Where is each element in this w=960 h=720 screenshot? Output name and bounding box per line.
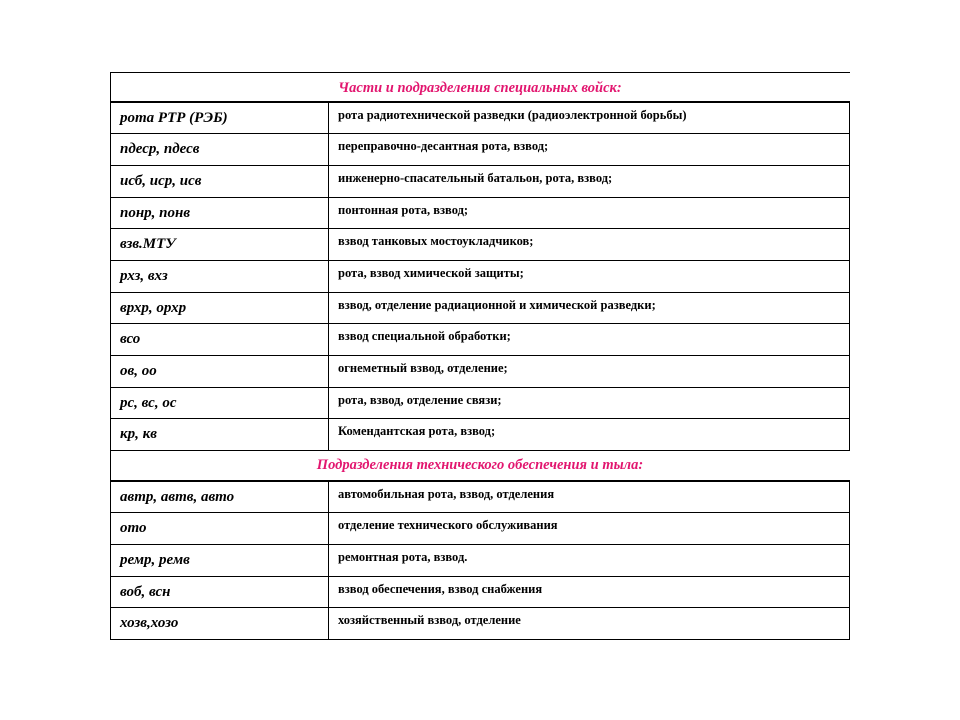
abbreviation-cell: рс, вс, ос bbox=[111, 387, 329, 419]
meaning-cell: рота, взвод, отделение связи; bbox=[329, 387, 850, 419]
table-row bbox=[111, 324, 850, 356]
meaning-cell: хозяйственный взвод, отделение bbox=[329, 608, 850, 640]
abbreviation-cell: ото bbox=[111, 513, 329, 545]
section-title-special-troops: Части и подразделения специальных войск: bbox=[338, 80, 622, 96]
abbreviation-cell: ремр, ремв bbox=[111, 544, 329, 576]
meaning-cell: отделение технического обслуживания bbox=[329, 513, 850, 545]
meaning-cell: взвод танковых мостоукладчиков; bbox=[329, 229, 850, 261]
table-row bbox=[111, 481, 850, 513]
table-row bbox=[111, 197, 850, 229]
table-row bbox=[111, 387, 850, 419]
table-row bbox=[111, 356, 850, 388]
abbreviation-cell: исб, иср, исв bbox=[111, 165, 329, 197]
meaning-cell: переправочно-десантная рота, взвод; bbox=[329, 134, 850, 166]
table-row bbox=[111, 608, 850, 640]
table-row bbox=[111, 292, 850, 324]
abbreviation-cell: автр, автв, авто bbox=[111, 481, 329, 513]
abbreviation-cell: рота РТР (РЭБ) bbox=[111, 102, 329, 134]
table-row bbox=[111, 544, 850, 576]
table-row bbox=[111, 102, 850, 134]
special-troops-table bbox=[110, 101, 850, 451]
abbreviation-cell: врхр, орхр bbox=[111, 292, 329, 324]
abbreviation-cell: ов, оо bbox=[111, 356, 329, 388]
table-row bbox=[111, 165, 850, 197]
meaning-cell: инженерно-спасательный батальон, рота, взвод; bbox=[329, 165, 850, 197]
meaning-cell: взвод специальной обработки; bbox=[329, 324, 850, 356]
abbreviation-cell: понр, понв bbox=[111, 197, 329, 229]
abbreviation-cell: пдеср, пдесв bbox=[111, 134, 329, 166]
abbreviation-cell: воб, всн bbox=[111, 576, 329, 608]
table-row bbox=[111, 229, 850, 261]
meaning-cell: огнеметный взвод, отделение; bbox=[329, 356, 850, 388]
table-row bbox=[111, 576, 850, 608]
table-row bbox=[111, 419, 850, 451]
table-row bbox=[111, 260, 850, 292]
abbreviation-cell: кр, кв bbox=[111, 419, 329, 451]
table-row bbox=[111, 134, 850, 166]
abbreviation-cell: рхз, вхз bbox=[111, 260, 329, 292]
table-row bbox=[111, 513, 850, 545]
meaning-cell: взвод, отделение радиационной и химической разведки; bbox=[329, 292, 850, 324]
meaning-cell: ремонтная рота, взвод. bbox=[329, 544, 850, 576]
meaning-cell: автомобильная рота, взвод, отделения bbox=[329, 481, 850, 513]
support-units-table bbox=[110, 480, 850, 640]
meaning-cell: Комендантская рота, взвод; bbox=[329, 419, 850, 451]
abbreviation-cell: взв.МТУ bbox=[111, 229, 329, 261]
abbreviation-cell: всо bbox=[111, 324, 329, 356]
section-title-support-units: Подразделения технического обеспечения и тыла: bbox=[316, 457, 644, 473]
meaning-cell: понтонная рота, взвод; bbox=[329, 197, 850, 229]
top-rule bbox=[110, 72, 850, 73]
meaning-cell: рота, взвод химической защиты; bbox=[329, 260, 850, 292]
meaning-cell: рота радиотехнической разведки (радиоэлектронной борьбы) bbox=[329, 102, 850, 134]
meaning-cell: взвод обеспечения, взвод снабжения bbox=[329, 576, 850, 608]
abbreviation-cell: хозв,хозо bbox=[111, 608, 329, 640]
